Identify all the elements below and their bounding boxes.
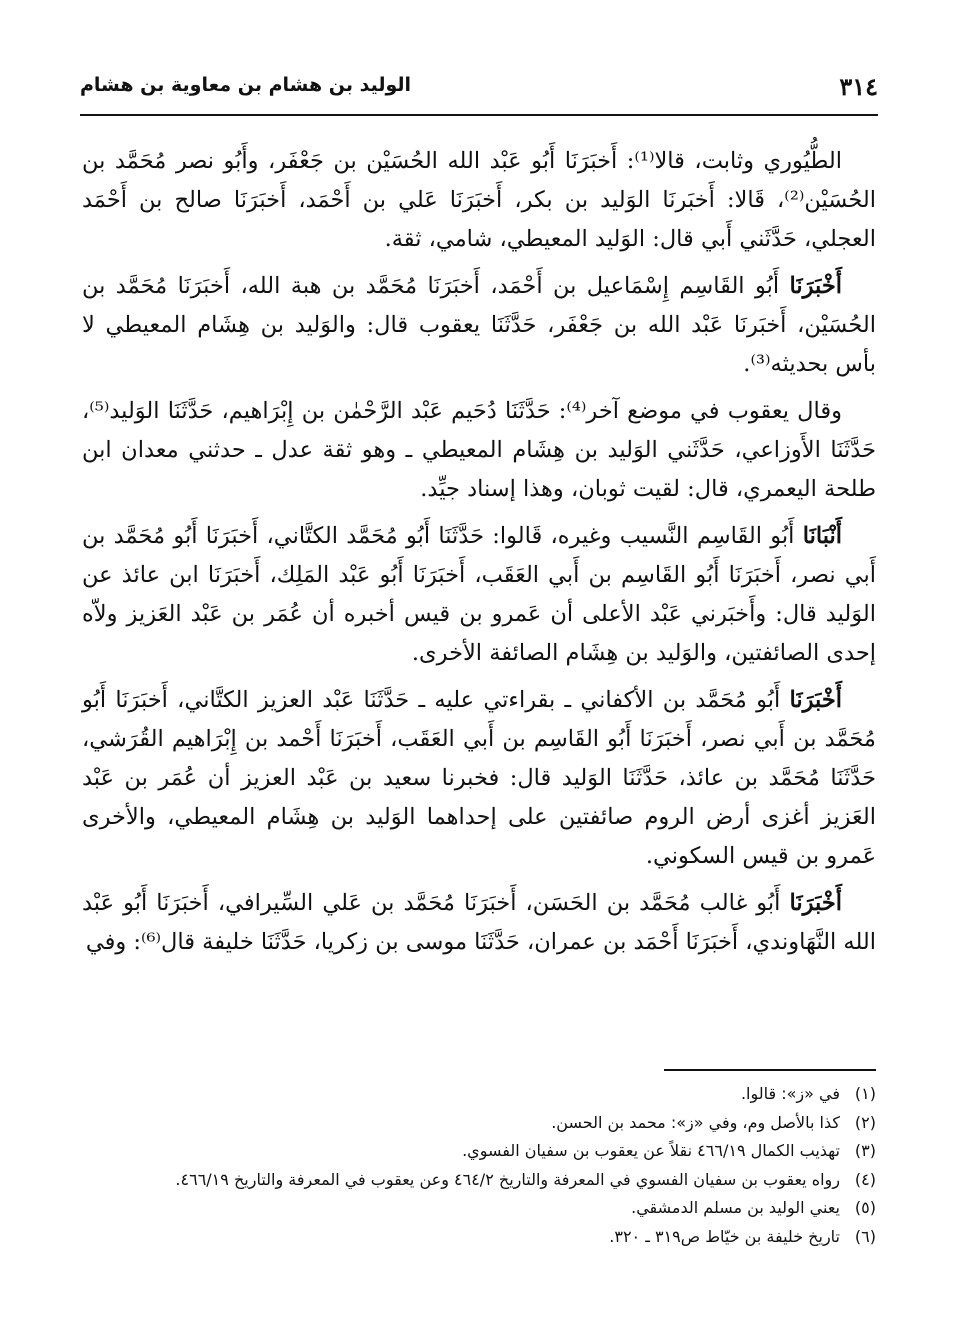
footnote-text: في «ز»: قالوا. (740, 1084, 840, 1103)
footnote-text: تهذيب الكمال ٤٦٦/١٩ نقلاً عن يعقوب بن سفيان الفسوي. (462, 1141, 840, 1160)
paragraph (82, 267, 876, 384)
footnote-text: يعني الوليد بن مسلم الدمشقي. (631, 1198, 840, 1217)
footnote-number: (٦) (854, 1226, 876, 1246)
page-header (80, 72, 878, 112)
paragraph-text: وقال يعقوب في موضع آخر⁽⁴⁾: حَدَّثَنَا دُحَيم عَبْد الرَّحْمٰن بن إِبْرَاهيم، حَدَّثَنَا الوَليد⁽⁵⁾، حَدَّثَنَا الأَوزاعي، حَدَّثَني الوَليد بن هِشَام المعيطي ـ وهو ثقة عدل ـ حدثني معدان ابن طلحة اليعمري، قال: لقيت ثوبان، وهذا إسناد جيِّد. (82, 398, 876, 502)
paragraph-lead: أَخْبَرَنَا (789, 687, 842, 713)
paragraph (82, 681, 876, 876)
footnote (82, 1223, 876, 1252)
footnote (82, 1109, 876, 1138)
footnote-text: رواه يعقوب بن سفيان الفسوي في المعرفة والتاريخ ٤٦٤/٢ وعن يعقوب في المعرفة والتاريخ ٤٦٦/١٩. (175, 1169, 840, 1189)
paragraph-text: الطُّيُوري وثابت، قالا⁽¹⁾: أَخبَرَنَا أَبُو عَبْد الله الحُسَيْن بن جَعْفَر، وأَبُو نصر مُحَمَّد بن الحُسَيْن⁽²⁾، قَالا: أَخبَرنَا الوَليد بن بكر، أَخبَرَنَا عَلي بن أَحْمَد، أَخبَرَنَا صالح بن أَحْمَد العجلي، حَدَّثَني أَبي قال: الوَليد المعيطي، شامي، ثقة. (82, 148, 876, 252)
footnotes (82, 1080, 876, 1251)
paragraph-lead: أَنْبَانَا (802, 523, 842, 549)
paragraph-text: أَبُو مُحَمَّد بن الأكفاني ـ بقراءتي عليه ـ حَدَّثَنَا عَبْد العزيز الكتَّاني، أَخبَرَنَا أَبُو مُحَمَّد بن أَبي نصر، أَخبَرَنَا أَبُو القَاسِم بن أَبي العَقَب، أَخبَرَنَا أَحْمد بن إِبْرَاهيم القُرَشي، حَدَّثَنَا مُحَمَّد بن عائذ، حَدَّثَنَا الوَليد قال: فخبرنا سعيد بن عَبْد العزيز أن عُمَر بن عَبْد العَزيز أغزى أرض الروم صائفتين على إحداهما الوَليد بن هِشَام المعيطي، والأخرى عَمرو بن قيس السكوني. (82, 687, 876, 869)
paragraph-text: أَبُو القَاسِم إِسْمَاعيل بن أَحْمَد، أَخبَرَنَا مُحَمَّد بن هبة الله، أَخبَرَنَا مُحَمَّد بن الحُسَيْن، أَخبَرنَا عَبْد الله بن جَعْفَر، حَدَّثَنَا يعقوب قال: والوَليد بن هِشَام المعيطي لا بأس بحديثه⁽³⁾. (82, 273, 876, 377)
paragraph (82, 142, 876, 259)
paragraph (82, 884, 876, 962)
footnote-number: (٥) (854, 1198, 876, 1217)
running-title: الوليد بن هشام بن معاوية بن هشام (80, 74, 412, 96)
paragraph-lead: أَخْبَرَنَا (789, 273, 842, 299)
footnote (82, 1166, 876, 1195)
paragraph (82, 392, 876, 509)
header-rule (80, 114, 878, 116)
footnote-number: (٣) (854, 1141, 876, 1160)
main-text (82, 142, 876, 970)
paragraph-text: أَبُو القَاسِم النَّسيب وغيره، قَالوا: حَدَّثَنَا أَبُو مُحَمَّد الكتَّاني، أَخبَرَنَا أَبُو مُحَمَّد بن أَبي نصر، أَخبَرَنَا أَبُو القَاسِم بن أَبي العَقَب، أَخبَرَنَا أَبُو عَبْد المَلِك، أَخبَرَنَا ابن عائذ عن الوَليد قال: وأَخبَرني عَبْد الأعلى أن عَمرو بن قيس أخبره أن عُمَر بن عَبْد العَزيز ولاّه إحدى الصائفتين، والوَليد بن هِشَام الصائفة الأخرى. (82, 523, 876, 666)
paragraph-lead: أَخْبَرَنَا (789, 890, 842, 916)
footnote-text: كذا بالأصل وم، وفي «ز»: محمد بن الحسن. (551, 1112, 840, 1132)
page-number: ٣١٤ (839, 72, 878, 101)
paragraph (82, 517, 876, 673)
footnote-number: (٢) (854, 1112, 876, 1132)
footnote (82, 1137, 876, 1166)
footnote-number: (٤) (854, 1169, 876, 1189)
footnote-text: تاريخ خليفة بن خيّاط ص٣١٩ ـ ٣٢٠. (609, 1226, 840, 1246)
footnote (82, 1194, 876, 1223)
footnote-rule (664, 1069, 876, 1071)
footnote (82, 1080, 876, 1109)
paragraph-text: أَبُو غالب مُحَمَّد بن الحَسَن، أَخبَرَنَا مُحَمَّد بن عَلي السِّيرافي، أَخبَرَنَا أَبُو عَبْد الله النَّهَاوندي، أَخبَرَنَا أَحْمَد بن عمران، حَدَّثَنَا موسى بن زكريا، حَدَّثَنَا خليفة قال⁽⁶⁾: وفي (82, 890, 876, 955)
footnote-number: (١) (854, 1084, 876, 1103)
